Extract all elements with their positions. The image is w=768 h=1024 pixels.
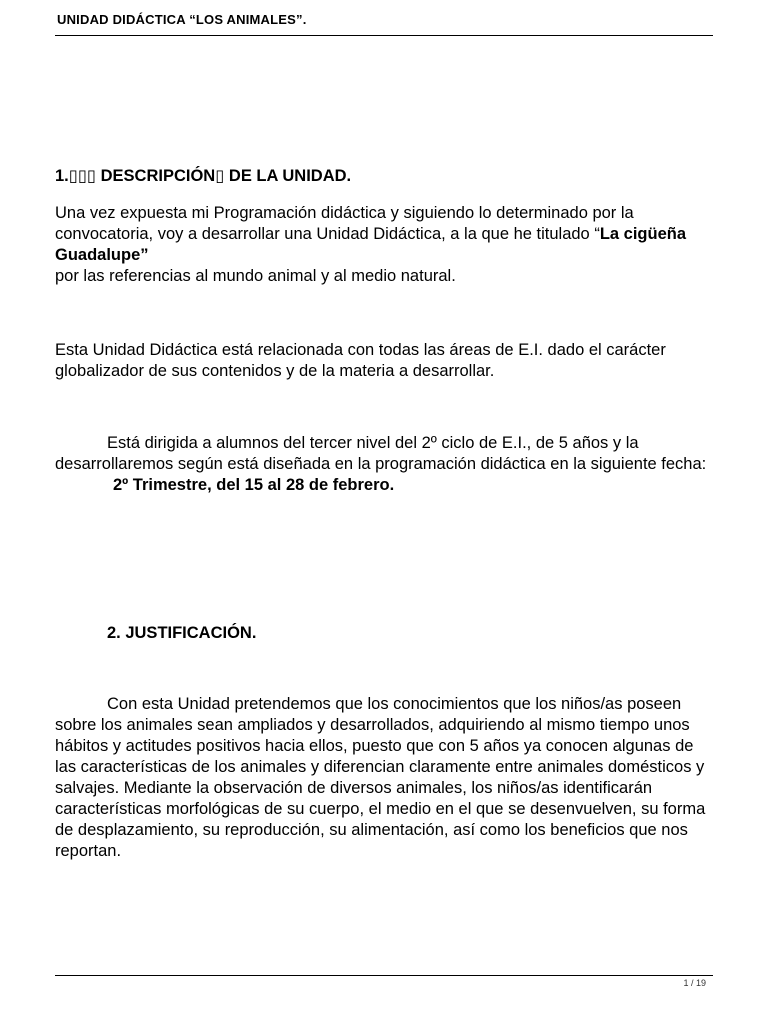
running-header-title: UNIDAD DIDÁCTICA “LOS ANIMALES”. xyxy=(57,12,307,27)
footer-divider xyxy=(55,975,713,976)
missing-glyph-icons: ▯▯▯ xyxy=(68,167,97,185)
unit-date: 2º Trimestre, del 15 al 28 de febrero. xyxy=(113,476,395,494)
section-1-title: DESCRIPCIÓN xyxy=(100,167,216,185)
header-divider xyxy=(55,35,713,36)
section-1-heading xyxy=(55,166,715,187)
section-2-heading xyxy=(55,623,715,644)
paragraph-dirigida-text: Está dirigida a alumnos del tercer nivel del 2º ciclo de E.I., de 5 años y la desarrollaremos según está diseñada en la programación didáctica en la siguiente fecha: xyxy=(55,434,707,473)
section-1-title-tail: DE LA UNIDAD. xyxy=(228,167,352,185)
paragraph-dirigida xyxy=(55,433,715,496)
paragraph-programacion-text: Una vez expuesta mi Programación didáctica y siguiendo lo determinado por la convocatoria, voy a desarrollar una Unidad Didáctica, a la que he titulado “ xyxy=(55,204,634,243)
page-number: 1 / 19 xyxy=(683,978,706,988)
section-2-title: 2. JUSTIFICACIÓN. xyxy=(107,624,257,642)
paragraph-programacion xyxy=(55,203,715,287)
section-1-number: 1. xyxy=(55,167,69,185)
paragraph-areas: Esta Unidad Didáctica está relacionada con todas las áreas de E.I. dado el carácter globalizador de sus contenidos y de la materia a desarrollar. xyxy=(55,341,666,380)
paragraph-justificacion xyxy=(55,694,715,862)
missing-glyph-icon: ▯ xyxy=(215,167,225,185)
unit-title: La cigüeña Guadalupe” xyxy=(55,225,687,264)
paragraph-programacion-tail: por las referencias al mundo animal y al medio natural. xyxy=(55,267,456,285)
paragraph-justificacion-text: Con esta Unidad pretendemos que los conocimientos que los niños/as poseen sobre los animales sean ampliados y desarrollados, adquiriendo al mismo tiempo unos hábitos y actitudes positivos hacia ellos, puesto que con 5 años ya conocen algunas de las características de los animales y diferencian claramente entre animales domésticos y salvajes. Mediante la observación de diversos animales, los niños/as identificarán características morfológicas de su cuerpo, el medio en el que se desenvuelven, su forma de desplazamiento, su reproducción, su alimentación, así como los beneficios que nos reportan. xyxy=(55,695,706,860)
